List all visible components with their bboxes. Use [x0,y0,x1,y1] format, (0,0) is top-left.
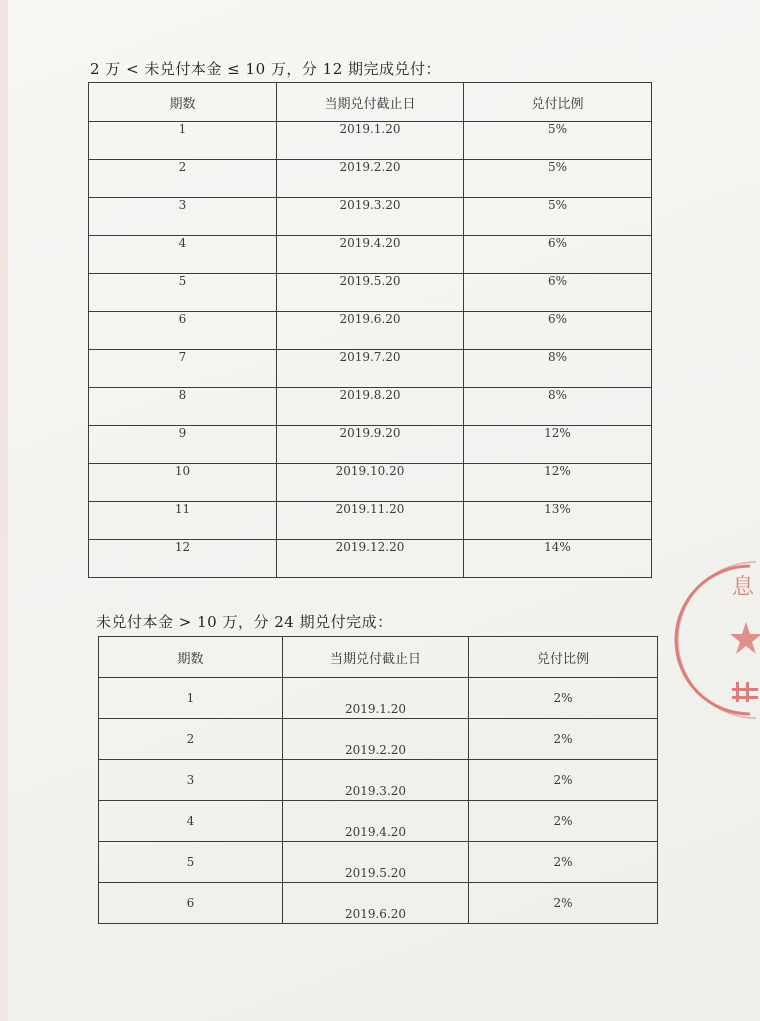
cell-period: 4 [99,801,283,842]
table-row [89,122,652,160]
cell-period: 10 [89,464,277,502]
cell-period: 11 [89,502,277,540]
cell-due-date: 2019.12.20 [277,540,464,578]
header-period: 期数 [89,83,277,122]
table-row [99,883,658,924]
table-row [99,678,658,719]
cell-ratio: 2% [469,842,658,883]
table-row [89,464,652,502]
cell-ratio: 14% [464,540,652,578]
cell-due-date: 2019.5.20 [283,842,469,883]
cell-ratio: 12% [464,464,652,502]
cell-ratio: 6% [464,236,652,274]
table-row [89,540,652,578]
paper-edge-shadow [0,0,8,1021]
cell-period: 1 [99,678,283,719]
table-row [89,274,652,312]
cell-due-date: 2019.8.20 [277,388,464,426]
cell-period: 1 [89,122,277,160]
cell-period: 8 [89,388,277,426]
cell-period: 12 [89,540,277,578]
header-due-date: 当期兑付截止日 [277,83,464,122]
cell-due-date: 2019.1.20 [277,122,464,160]
cell-due-date: 2019.2.20 [277,160,464,198]
cell-ratio: 2% [469,801,658,842]
table-row [99,719,658,760]
cell-period: 9 [89,426,277,464]
cell-due-date: 2019.4.20 [277,236,464,274]
table-row [99,760,658,801]
cell-ratio: 5% [464,198,652,236]
cell-period: 3 [99,760,283,801]
table-row [99,842,658,883]
schedule-table-24-periods [98,636,658,924]
table-row [89,160,652,198]
cell-ratio: 8% [464,350,652,388]
cell-due-date: 2019.3.20 [277,198,464,236]
seal-stamp-icon [716,560,760,720]
cell-ratio: 5% [464,122,652,160]
cell-due-date: 2019.10.20 [277,464,464,502]
section-2-title: 未兑付本金 > 10 万，分 24 期兑付完成： [96,613,393,631]
cell-ratio: 2% [469,719,658,760]
cell-period: 7 [89,350,277,388]
table-header-row [89,83,652,122]
header-ratio: 兑付比例 [469,637,658,678]
table-row [89,312,652,350]
cell-period: 2 [99,719,283,760]
cell-ratio: 2% [469,678,658,719]
cell-ratio: 6% [464,312,652,350]
cell-period: 5 [99,842,283,883]
table-row [89,198,652,236]
cell-due-date: 2019.2.20 [283,719,469,760]
cell-period: 6 [99,883,283,924]
header-period: 期数 [99,637,283,678]
cell-due-date: 2019.6.20 [277,312,464,350]
seal-character: 息 [732,575,755,600]
cell-ratio: 2% [469,883,658,924]
table-row [89,388,652,426]
cell-due-date: 2019.4.20 [283,801,469,842]
red-seal-stamp [716,560,760,720]
cell-period: 2 [89,160,277,198]
cell-due-date: 2019.11.20 [277,502,464,540]
cell-due-date: 2019.3.20 [283,760,469,801]
schedule-table-12-periods [88,82,652,578]
table-row [89,426,652,464]
cell-due-date: 2019.1.20 [283,678,469,719]
cell-ratio: 5% [464,160,652,198]
cell-ratio: 12% [464,426,652,464]
table-row [89,236,652,274]
header-ratio: 兑付比例 [464,83,652,122]
cell-ratio: 2% [469,760,658,801]
cell-due-date: 2019.5.20 [277,274,464,312]
section-1-title: 2 万 < 未兑付本金 ≤ 10 万，分 12 期完成兑付： [90,60,442,78]
cell-period: 5 [89,274,277,312]
cell-period: 4 [89,236,277,274]
table-row [99,801,658,842]
cell-due-date: 2019.7.20 [277,350,464,388]
cell-ratio: 13% [464,502,652,540]
cell-due-date: 2019.6.20 [283,883,469,924]
cell-ratio: 8% [464,388,652,426]
cell-period: 3 [89,198,277,236]
table-header-row [99,637,658,678]
cell-period: 6 [89,312,277,350]
header-due-date: 当期兑付截止日 [283,637,469,678]
cell-ratio: 6% [464,274,652,312]
cell-due-date: 2019.9.20 [277,426,464,464]
table-row [89,502,652,540]
table-row [89,350,652,388]
